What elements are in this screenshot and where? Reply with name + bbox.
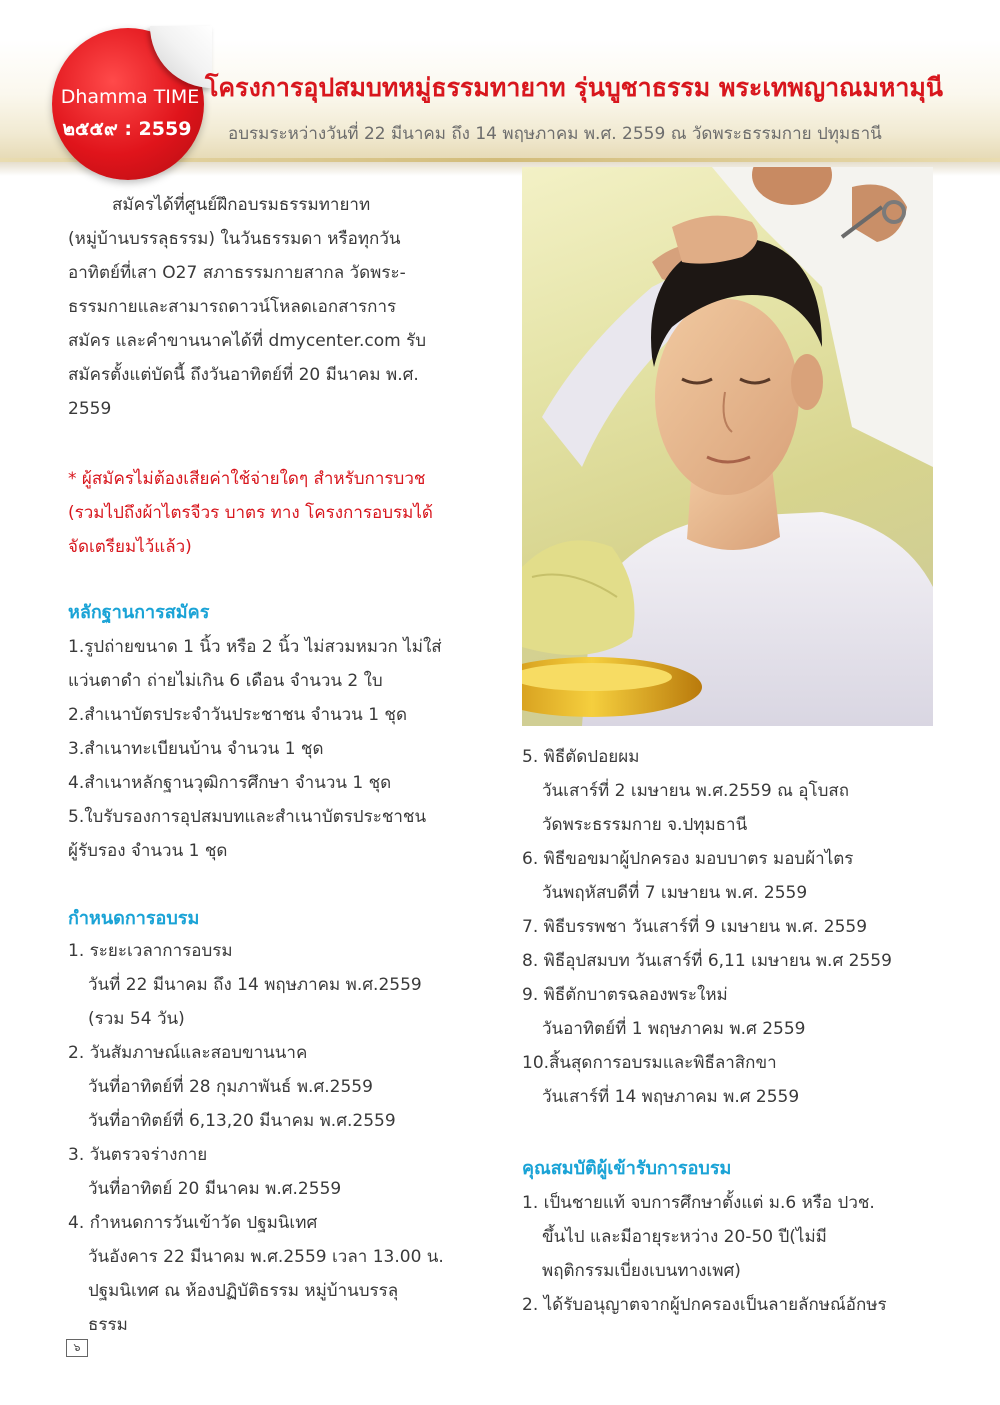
schedule-list-left [68,934,478,1342]
list-item: วันที่ 22 มีนาคม ถึง 14 พฤษภาคม พ.ศ.2559 [88,975,422,995]
documents-heading: หลักฐานการสมัคร [68,602,210,623]
list-item: แว่นตาดำ ถ่ายไม่เกิน 6 เดือน จำนวน 2 ใบ [68,671,383,691]
list-item: วันอังคาร 22 มีนาคม พ.ศ.2559 เวลา 13.00 น. [88,1247,444,1267]
list-item: 10.สิ้นสุดการอบรมและพิธีลาสิกขา [522,1053,777,1073]
list-item: 2. วันสัมภาษณ์และสอบขานนาค [68,1043,308,1063]
list-item: ขึ้นไป และมีอายุระหว่าง 20-50 ปี(ไม่มี [542,1227,827,1247]
schedule-heading: กำหนดการอบรม [68,908,200,929]
list-item: วันเสาร์ที่ 14 พฤษภาคม พ.ศ 2559 [542,1087,800,1107]
documents-list [68,630,478,868]
list-item: พฤติกรรมเบี่ยงเบนทางเพศ) [542,1261,741,1281]
list-item: วันอาทิตย์ที่ 1 พฤษภาคม พ.ศ 2559 [542,1019,806,1039]
schedule-list-right [522,740,942,1114]
intro-line: 2559 [68,399,112,419]
list-item: วันที่อาทิตย์ที่ 28 กุมภาพันธ์ พ.ศ.2559 [88,1077,373,1097]
intro-line: สมัครได้ที่ศูนย์ฝึกอบรมธรรมทายาท [112,195,371,215]
intro-line: สมัครตั้งแต่บัดนี้ ถึงวันอาทิตย์ที่ 20 มีนาคม พ.ศ. [68,365,419,385]
note-line: * ผู้สมัครไม่ต้องเสียค่าใช้จ่ายใดๆ สำหรับการบวช [68,469,426,489]
hair-cutting-photo [522,167,933,726]
list-item: วันที่อาทิตย์ที่ 6,13,20 มีนาคม พ.ศ.2559 [88,1111,396,1131]
note-line: จัดเตรียมไว้แล้ว) [68,537,192,557]
list-item: 3.สำเนาทะเบียนบ้าน จำนวน 1 ชุด [68,739,324,759]
list-item: (รวม 54 วัน) [88,1009,185,1029]
list-item: 6. พิธีขอขมาผู้ปกครอง มอบบาตร มอบผ้าไตร [522,849,854,869]
page-title: โครงการอุปสมบทหมู่ธรรมทายาท รุ่นบูชาธรรม พระเทพญาณมหามุนี [205,73,943,102]
list-item: 5.ใบรับรองการอุปสมบทและสำเนาบัตรประชาชน [68,807,427,827]
page-subtitle: อบรมระหว่างวันที่ 22 มีนาคม ถึง 14 พฤษภาคม พ.ศ. 2559 ณ วัดพระธรรมกาย ปทุมธานี [228,124,882,144]
free-ordination-note [68,462,478,564]
list-item: ปฐมนิเทศ ณ ห้องปฏิบัติธรรม หมู่บ้านบรรลุ [88,1281,399,1301]
list-item: 1. เป็นชายแท้ จบการศึกษาตั้งแต่ ม.6 หรือ ปวช. [522,1193,875,1213]
list-item: 9. พิธีตักบาตรฉลองพระใหม่ [522,985,728,1005]
list-item: วัดพระธรรมกาย จ.ปทุมธานี [542,815,748,835]
intro-line: (หมู่บ้านบรรลุธรรม) ในวันธรรมดา หรือทุกวัน [68,229,401,249]
list-item: 1.รูปถ่ายขนาด 1 นิ้ว หรือ 2 นิ้ว ไม่สวมหมวก ไม่ใส่ [68,637,442,657]
list-item: 3. วันตรวจร่างกาย [68,1145,208,1165]
list-item: ธรรม [88,1315,128,1335]
list-item: วันที่อาทิตย์ 20 มีนาคม พ.ศ.2559 [88,1179,342,1199]
list-item: 4.สำเนาหลักฐานวุฒิการศึกษา จำนวน 1 ชุด [68,773,392,793]
list-item: วันพฤหัสบดีที่ 7 เมษายน พ.ศ. 2559 [542,883,808,903]
intro-paragraph [68,188,478,426]
list-item: 4. กำหนดการวันเข้าวัด ปฐมนิเทศ [68,1213,318,1233]
list-item: 8. พิธีอุปสมบท วันเสาร์ที่ 6,11 เมษายน พ.ศ 2559 [522,951,892,971]
list-item: 1. ระยะเวลาการอบรม [68,941,233,961]
qualifications-list [522,1186,942,1322]
list-item: 7. พิธีบรรพชา วันเสาร์ที่ 9 เมษายน พ.ศ. 2559 [522,917,868,937]
qualifications-heading: คุณสมบัติผู้เข้ารับการอบรม [522,1158,732,1179]
badge-title: Dhamma TIME [60,86,200,108]
page-number: ๖ [66,1339,88,1357]
intro-line: อาทิตย์ที่เสา O27 สภาธรรมกายสากล วัดพระ- [68,263,406,283]
list-item: 2. ได้รับอนุญาตจากผู้ปกครองเป็นลายลักษณ์อักษร [522,1295,887,1315]
list-item: วันเสาร์ที่ 2 เมษายน พ.ศ.2559 ณ อุโบสถ [542,781,850,801]
list-item: ผู้รับรอง จำนวน 1 ชุด [68,841,228,861]
list-item: 2.สำเนาบัตรประจำวันประชาชน จำนวน 1 ชุด [68,705,408,725]
intro-line: ธรรมกายและสามารถดาวน์โหลดเอกสารการ [68,297,397,317]
badge-year: ๒๕๕๙ : 2559 [62,118,192,140]
note-line: (รวมไปถึงผ้าไตรจีวร บาตร ทาง โครงการอบรมได้ [68,503,433,523]
list-item: 5. พิธีตัดปอยผม [522,747,640,767]
intro-line-link[interactable]: สมัคร และคำขานนาคได้ที่ dmycenter.com รับ [68,331,427,351]
